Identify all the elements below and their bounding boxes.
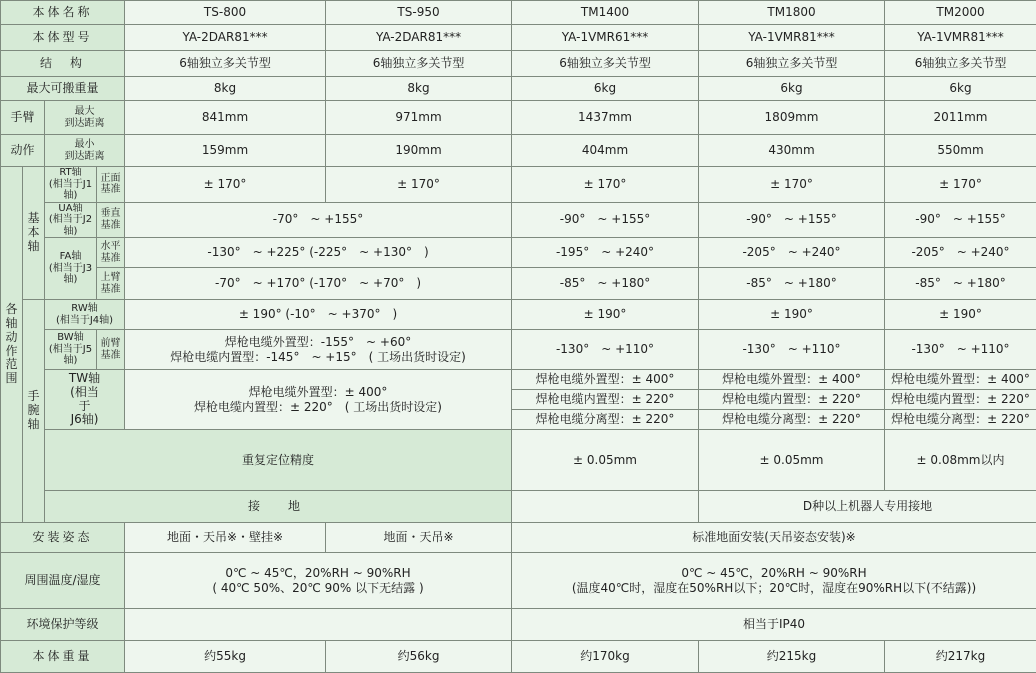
structure-cell: 6轴独立多关节型 [885, 51, 1036, 77]
reach-max-label: 最大 到达距离 [45, 101, 125, 135]
grounding-empty-cell [512, 491, 699, 523]
repeatability-label: 重复定位精度 [45, 430, 512, 491]
motion-label: 动作 [1, 135, 45, 167]
tw-internal-cell: 焊枪电缆内置型：± 220° [699, 390, 885, 410]
rw-axis-label: RW轴 (相当于J4轴) [45, 300, 125, 330]
reach-min-cell: 159mm [125, 135, 326, 167]
fa-upperarm-cell: -85° ~ +180° [512, 268, 699, 300]
ua-range-cell: -90° ~ +155° [512, 202, 699, 238]
bw-range-cell: -130° ~ +110° [699, 330, 885, 370]
reach-min-cell: 550mm [885, 135, 1036, 167]
mounting-cell: 标准地面安装(天吊姿态安装)※ [512, 523, 1036, 553]
ua-range-ts-cell: -70° ~ +155° [125, 202, 512, 238]
tw-internal-cell: 焊枪电缆内置型：± 220° [512, 390, 699, 410]
tw-separate-cell: 焊枪电缆分离型：± 220° [512, 410, 699, 430]
structure-cell: 6轴独立多关节型 [699, 51, 885, 77]
wrist-axis-label: 手 腕 轴 [23, 300, 45, 523]
model-name-ts800: TS-800 [125, 1, 326, 25]
tw-axis-label: TW轴 (相当 于 J6轴) [45, 370, 125, 430]
upperarm-reference-label: 上臂 基准 [97, 268, 125, 300]
model-name-tm1800: TM1800 [699, 1, 885, 25]
model-no-label: 本体型号 [1, 25, 125, 51]
ua-axis-label: UA轴 (相当于J2轴) [45, 202, 97, 238]
tw-external-cell: 焊枪电缆外置型：± 400° [885, 370, 1036, 390]
weight-cell: 约170kg [512, 641, 699, 673]
reach-min-cell: 404mm [512, 135, 699, 167]
reach-max-cell: 971mm [326, 101, 512, 135]
model-no-cell: YA-1VMR61*** [512, 25, 699, 51]
horizontal-reference-label: 水平 基准 [97, 238, 125, 268]
vertical-reference-label: 垂直 基准 [97, 202, 125, 238]
reach-max-cell: 1809mm [699, 101, 885, 135]
payload-cell: 6kg [699, 77, 885, 101]
reach-min-cell: 430mm [699, 135, 885, 167]
structure-cell: 6轴独立多关节型 [125, 51, 326, 77]
structure-cell: 6轴独立多关节型 [512, 51, 699, 77]
payload-cell: 8kg [326, 77, 512, 101]
payload-cell: 8kg [125, 77, 326, 101]
weight-cell: 约56kg [326, 641, 512, 673]
rt-axis-label: RT轴 (相当于J1轴) [45, 167, 97, 203]
basic-axis-label: 基 本 轴 [23, 167, 45, 300]
bw-range-ts-cell: 焊枪电缆外置型：-155° ~ +60° 焊枪电缆内置型：-145° ~ +15° ( 工场出货时设定) [125, 330, 512, 370]
structure-cell: 6轴独立多关节型 [326, 51, 512, 77]
protection-label: 环境保护等级 [1, 609, 125, 641]
bw-axis-label: BW轴 (相当于J5轴) [45, 330, 97, 370]
rt-range-cell: ± 170° [125, 167, 326, 203]
mounting-label: 安装姿态 [1, 523, 125, 553]
model-no-cell: YA-2DAR81*** [125, 25, 326, 51]
payload-cell: 6kg [512, 77, 699, 101]
mounting-cell: 地面・天吊※ [326, 523, 512, 553]
fa-horizontal-ts-cell: -130° ~ +225° (-225° ~ +130° ) [125, 238, 512, 268]
reach-min-cell: 190mm [326, 135, 512, 167]
rw-range-ts-cell: ± 190° (-10° ~ +370° ) [125, 300, 512, 330]
protection-cell: 相当于IP40 [512, 609, 1036, 641]
payload-label: 最大可搬重量 [1, 77, 125, 101]
grounding-label: 接 地 [45, 491, 512, 523]
ua-range-cell: -90° ~ +155° [885, 202, 1036, 238]
model-no-cell: YA-1VMR81*** [885, 25, 1036, 51]
weight-cell: 约55kg [125, 641, 326, 673]
reach-max-cell: 1437mm [512, 101, 699, 135]
arm-label: 手臂 [1, 101, 45, 135]
rw-range-cell: ± 190° [885, 300, 1036, 330]
tw-external-cell: 焊枪电缆外置型：± 400° [512, 370, 699, 390]
weight-cell: 约215kg [699, 641, 885, 673]
tw-separate-cell: 焊枪电缆分离型：± 220° [699, 410, 885, 430]
ua-range-cell: -90° ~ +155° [699, 202, 885, 238]
model-no-cell: YA-2DAR81*** [326, 25, 512, 51]
mounting-cell: 地面・天吊※・壁挂※ [125, 523, 326, 553]
protection-empty-cell [125, 609, 512, 641]
model-name-tm1400: TM1400 [512, 1, 699, 25]
repeatability-cell: ± 0.05mm [699, 430, 885, 491]
front-reference-label: 正面 基准 [97, 167, 125, 203]
forearm-reference-label: 前臂 基准 [97, 330, 125, 370]
ambient-ts-cell: 0℃ ~ 45℃，20%RH ~ 90%RH ( 40℃ 50%、20℃ 90% 以下无结露 ) [125, 553, 512, 609]
ambient-tm-cell: 0℃ ~ 45℃，20%RH ~ 90%RH (温度40℃时，湿度在50%RH以下；20℃时，湿度在90%RH以下(不结露)) [512, 553, 1036, 609]
fa-horizontal-cell: -205° ~ +240° [699, 238, 885, 268]
structure-label: 结 构 [1, 51, 125, 77]
model-no-cell: YA-1VMR81*** [699, 25, 885, 51]
model-name-tm2000: TM2000 [885, 1, 1036, 25]
tw-internal-cell: 焊枪电缆内置型：± 220° [885, 390, 1036, 410]
axis-range-label: 各 轴 动 作 范 围 [1, 167, 23, 523]
grounding-cell: D种以上机器人专用接地 [699, 491, 1036, 523]
model-name-label: 本体名称 [1, 1, 125, 25]
fa-upperarm-cell: -85° ~ +180° [699, 268, 885, 300]
tw-separate-cell: 焊枪电缆分离型：± 220° [885, 410, 1036, 430]
rt-range-cell: ± 170° [512, 167, 699, 203]
fa-upperarm-cell: -85° ~ +180° [885, 268, 1036, 300]
bw-range-cell: -130° ~ +110° [885, 330, 1036, 370]
reach-max-cell: 2011mm [885, 101, 1036, 135]
rt-range-cell: ± 170° [885, 167, 1036, 203]
rt-range-cell: ± 170° [326, 167, 512, 203]
reach-min-label: 最小 到达距离 [45, 135, 125, 167]
tw-external-cell: 焊枪电缆外置型：± 400° [699, 370, 885, 390]
rt-range-cell: ± 170° [699, 167, 885, 203]
fa-upperarm-ts-cell: -70° ~ +170° (-170° ~ +70° ) [125, 268, 512, 300]
fa-horizontal-cell: -205° ~ +240° [885, 238, 1036, 268]
bw-range-cell: -130° ~ +110° [512, 330, 699, 370]
weight-cell: 约217kg [885, 641, 1036, 673]
fa-horizontal-cell: -195° ~ +240° [512, 238, 699, 268]
weight-label: 本体重量 [1, 641, 125, 673]
repeatability-cell: ± 0.05mm [512, 430, 699, 491]
model-name-ts950: TS-950 [326, 1, 512, 25]
tw-range-ts-cell: 焊枪电缆外置型：± 400° 焊枪电缆内置型：± 220° ( 工场出货时设定) [125, 370, 512, 430]
payload-cell: 6kg [885, 77, 1036, 101]
rw-range-cell: ± 190° [699, 300, 885, 330]
repeatability-cell: ± 0.08mm以内 [885, 430, 1036, 491]
rw-range-cell: ± 190° [512, 300, 699, 330]
ambient-label: 周围温度/湿度 [1, 553, 125, 609]
fa-axis-label: FA轴 (相当于J3轴) [45, 238, 97, 300]
reach-max-cell: 841mm [125, 101, 326, 135]
